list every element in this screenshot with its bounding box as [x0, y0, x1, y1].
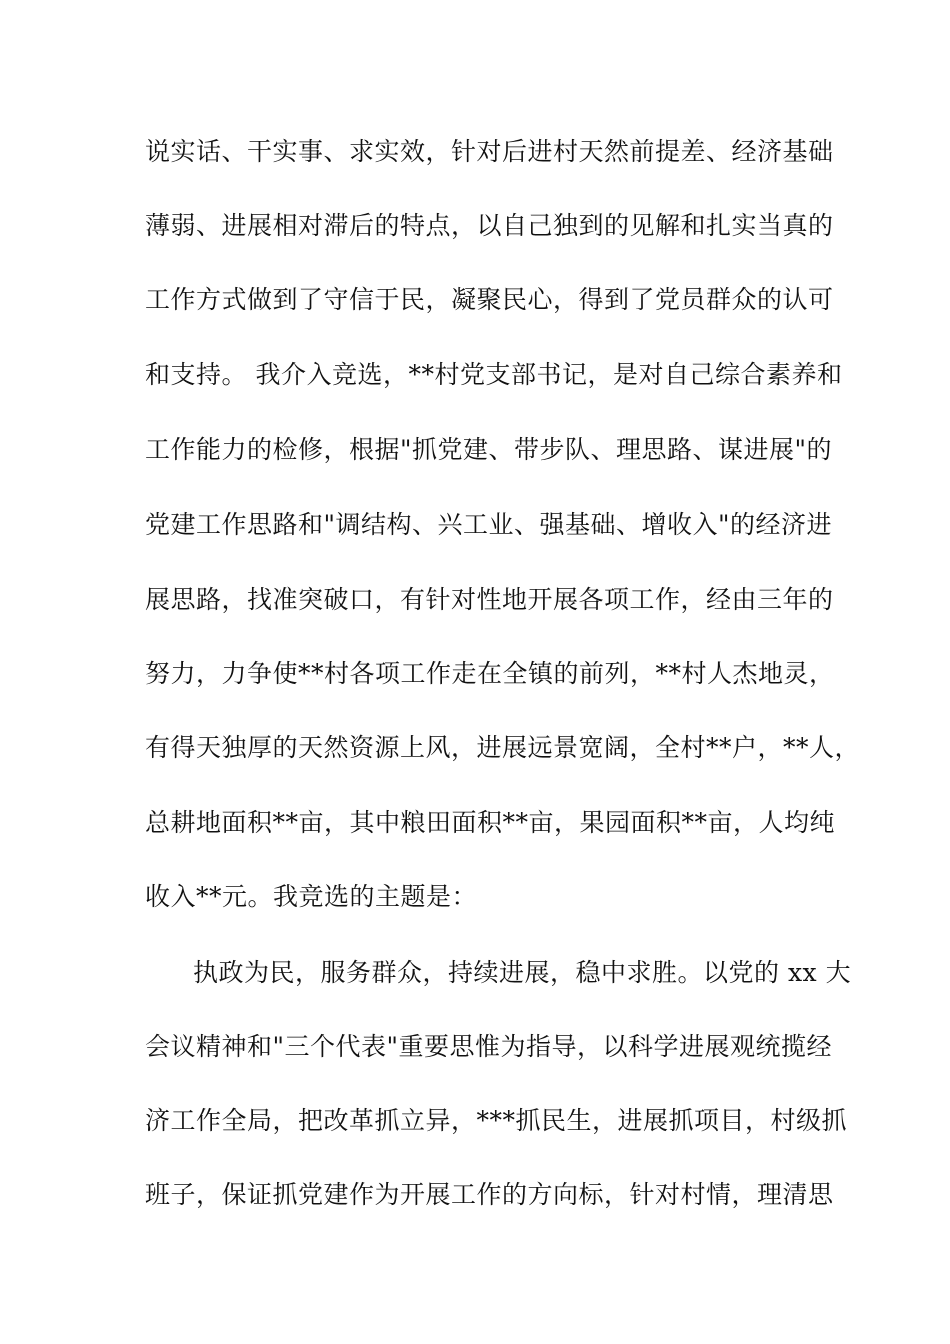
- text-line-1: 说实话、干实事、求实效，针对后进村天然前提差、经济基础: [145, 137, 834, 166]
- text-line-2: 薄弱、进展相对滞后的特点，以自己独到的见解和扎实当真的: [145, 211, 834, 240]
- text-line-15: 班子，保证抓党建作为开展工作的方向标，针对村情，理清思: [145, 1180, 834, 1209]
- text-line-10: 总耕地面积**亩，其中粮田面积**亩，果园面积**亩，人均纯: [145, 808, 836, 837]
- text-line-3: 工作方式做到了守信于民，凝聚民心，得到了党员群众的认可: [145, 285, 834, 314]
- text-line-11: 收入**元。我竞选的主题是：: [145, 882, 478, 911]
- text-line-7: 展思路，找准突破口，有针对性地开展各项工作，经由三年的: [145, 585, 834, 614]
- text-line-8: 努力，力争使**村各项工作走在全镇的前列，**村人杰地灵，: [145, 659, 835, 688]
- text-line-4: 和支持。 我介入竞选，**村党支部书记，是对自己综合素养和: [145, 360, 843, 389]
- text-line-9: 有得天独厚的天然资源上风，进展远景宽阔，全村**户，**人，: [145, 733, 861, 762]
- text-line-13: 会议精神和"三个代表"重要思惟为指导，以科学进展观统揽经: [145, 1032, 833, 1061]
- text-line-5: 工作能力的检修，根据"抓党建、带步队、理思路、谋进展"的: [145, 435, 833, 464]
- text-line-14: 济工作全局，把改革抓立异，***抓民生，进展抓项目，村级抓: [145, 1106, 848, 1135]
- text-line-6: 党建工作思路和"调结构、兴工业、强基础、增收入"的经济进: [145, 510, 833, 539]
- text-line-12: 执政为民，服务群众，持续进展，稳中求胜。以党的 xx 大: [193, 958, 852, 987]
